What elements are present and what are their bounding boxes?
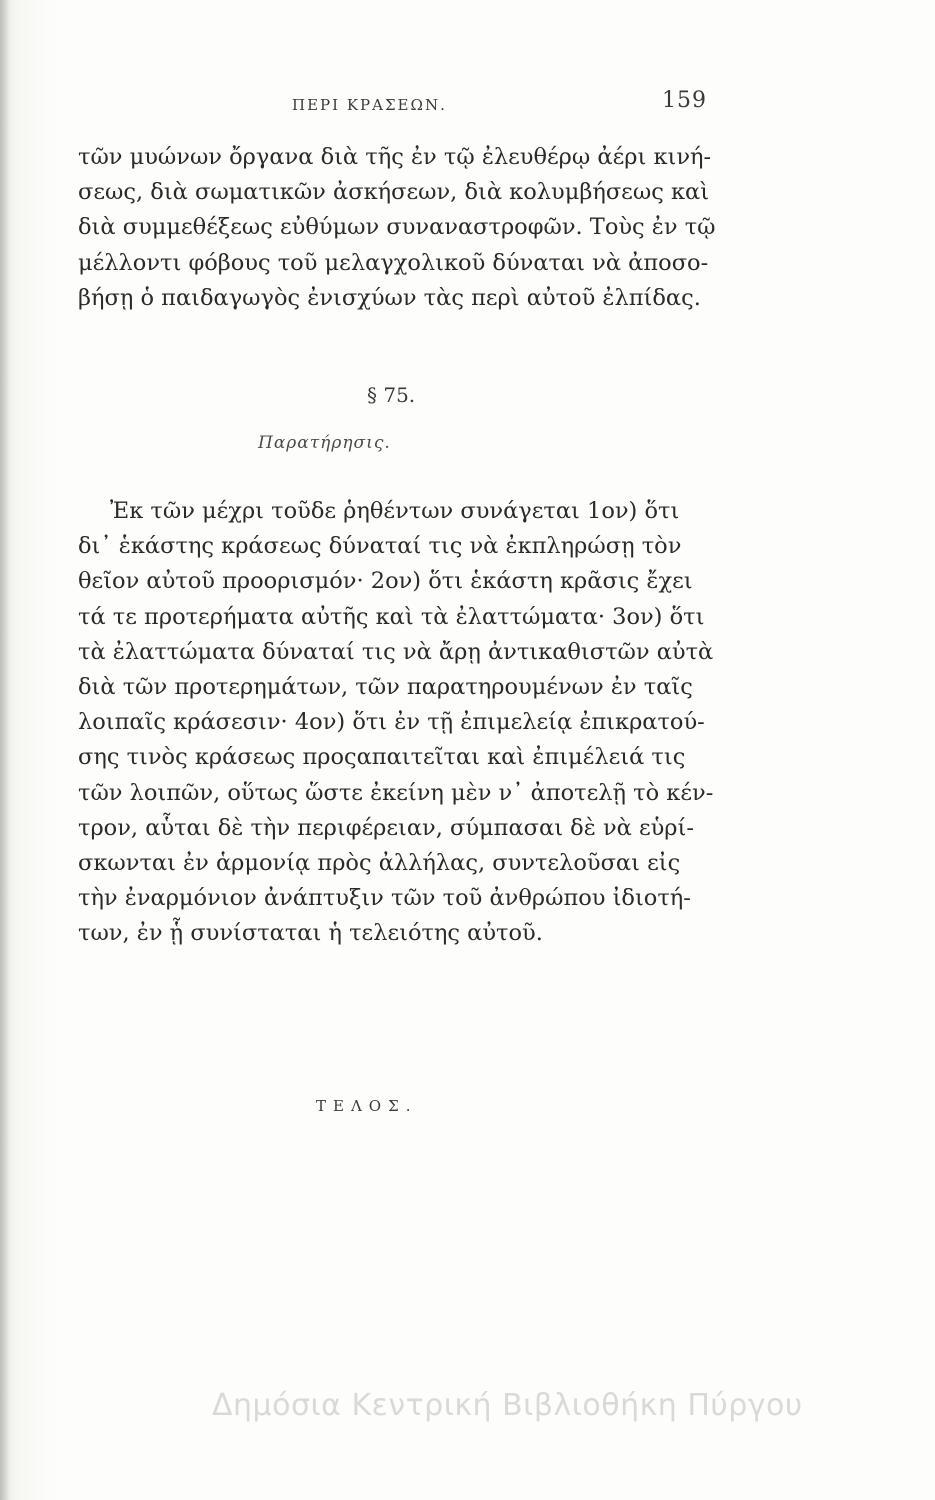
- library-watermark: Δημόσια Κεντρική Βιβλιοθήκη Πύργου: [212, 1388, 803, 1423]
- text-line: τῶν λοιπῶν, οὕτως ὥστε ἐκείνη μὲν ν᾽ ἀποτελῇ τὸ κέν-: [78, 779, 714, 806]
- paragraph-observation: [78, 494, 742, 952]
- text-line: τῶν μυώνων ὄργανα διὰ τῆς ἐν τῷ ἐλευθέρῳ ἀέρι κινή-: [78, 144, 712, 170]
- text-line: των, ἐν ᾗ συνίσταται ἡ τελειότης αὐτοῦ.: [78, 920, 543, 947]
- page-number: 159: [662, 88, 707, 113]
- paragraph-continued: [78, 140, 742, 316]
- text-line: διὰ τῶν προτερημάτων, τῶν παρατηρουμένων ἐν ταῖς: [78, 674, 693, 701]
- text-line: σεως, διὰ σωματικῶν ἀσκήσεων, διὰ κολυμβήσεως καὶ: [78, 179, 710, 206]
- text-line: διὰ συμμεθέξεως εὐθύμων συναναστροφῶν. Τοὺς ἐν τῷ: [78, 214, 716, 241]
- text-line: τρον, αὗται δὲ τὴν περιφέρειαν, σύμπασαι δὲ νὰ εὑρί-: [78, 814, 694, 841]
- text-line: τά τε προτερήματα αὐτῆς καὶ τὰ ἐλαττώματα· 3ον) ὅτι: [78, 603, 705, 630]
- running-head: ΠΕΡΙ ΚΡΑΣΕΩΝ.: [292, 96, 447, 114]
- text-line: Ἐκ τῶν μέχρι τοῦδε ῥηθέντων συνάγεται 1ον) ὅτι: [110, 498, 680, 524]
- text-line: βήσῃ ὁ παιδαγωγὸς ἐνισχύων τὰς περὶ αὐτοῦ ἐλπίδας.: [78, 284, 701, 311]
- text-line: θεῖον αὐτοῦ προορισμόν· 2ον) ὅτι ἑκάστη κρᾶσις ἔχει: [78, 568, 693, 595]
- text-line: σκωνται ἐν ἁρμονίᾳ πρὸς ἀλλήλας, συντελοῦσαι εἰς: [78, 850, 681, 877]
- text-line: σης τινὸς κράσεως προςαπαιτεῖται καὶ ἐπιμέλειά τις: [78, 744, 686, 771]
- ending-mark: ΤΕΛΟΣ.: [316, 1097, 418, 1115]
- section-number: § 75.: [367, 383, 416, 407]
- section-title: Παρατήρησις.: [258, 433, 391, 453]
- text-line: δι᾽ ἑκάστης κράσεως δύναταί τις νὰ ἐκπληρώσῃ τὸν: [78, 533, 682, 560]
- text-line: λοιπαῖς κράσεσιν· 4ον) ὅτι ἐν τῇ ἐπιμελείᾳ ἐπικρατού-: [78, 709, 705, 736]
- text-line: τὰ ἐλαττώματα δύναταί τις νὰ ἄρῃ ἀντικαθιστῶν αὐτὰ: [78, 638, 714, 665]
- text-line: τὴν ἐναρμόνιον ἀνάπτυξιν τῶν τοῦ ἀνθρώπου ἰδιοτή-: [78, 885, 691, 912]
- text-line: μέλλοντι φόβους τοῦ μελαγχολικοῦ δύναται νὰ ἀποσο-: [78, 249, 709, 276]
- spine-shadow: [0, 0, 10, 1500]
